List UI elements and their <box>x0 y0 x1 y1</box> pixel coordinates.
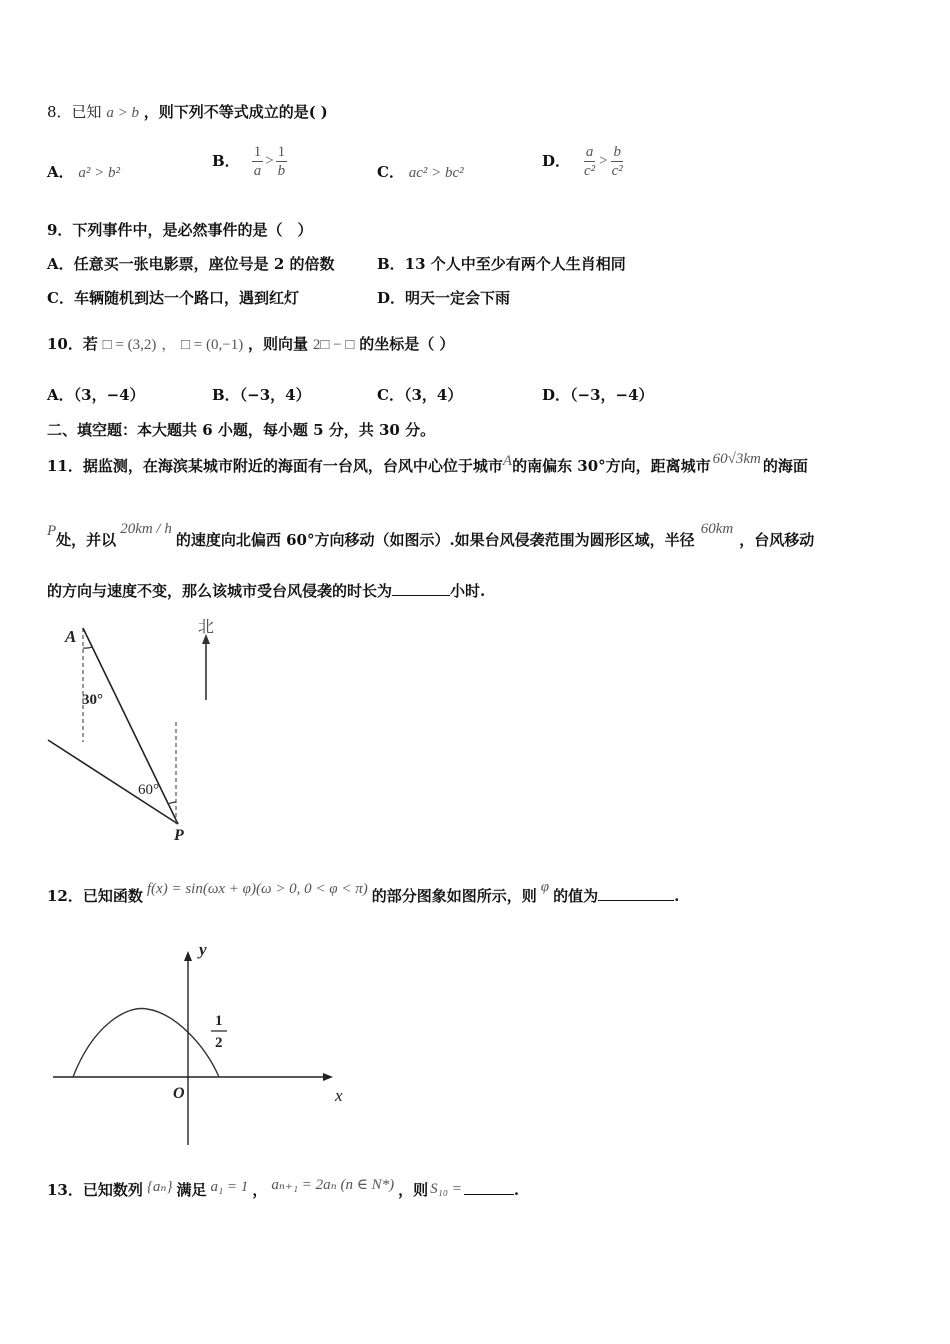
q13-initial-term: a₁ = 1 <box>210 1179 249 1195</box>
q12-label-half-den: 2 <box>215 1035 223 1051</box>
q8-option-b-label: B． <box>212 152 240 170</box>
q12-stem <box>47 879 680 907</box>
q13-text: ， <box>252 1181 268 1199</box>
q10-stem-question: 的坐标是（ ） <box>359 335 455 353</box>
q8-option-c <box>377 162 464 183</box>
q11-line2 <box>47 521 815 551</box>
q11-label-north: 北 <box>198 619 215 636</box>
q12-x-arrowhead <box>323 1073 333 1081</box>
q11-label-a: A <box>65 627 77 646</box>
q13-text: . <box>513 1181 520 1199</box>
q8-option-d-label: D． <box>542 152 571 170</box>
frac-denominator: c² <box>584 162 596 179</box>
q8-stem-question: ，则下列不等式成立的是( <box>143 103 316 121</box>
q13-sequence: {aₙ} <box>146 1179 173 1195</box>
q12-phi: φ <box>540 879 550 895</box>
frac-denominator: b <box>277 162 286 179</box>
q12-text: 的值为 <box>553 887 599 905</box>
q11-line3 <box>47 581 485 601</box>
q11-text: 的速度向北偏西 60°方向移动（如图示）.如果台风侵袭范围为圆形区域，半径 <box>175 531 695 549</box>
q12-figure <box>45 935 355 1150</box>
q12-answer-blank[interactable] <box>598 886 674 901</box>
q12-text: 的部分图象如图所示，则 <box>371 887 537 905</box>
q10-stem-text: 10．若 <box>47 335 98 353</box>
q8-condition: a > b <box>106 105 139 121</box>
frac-numerator: 1 <box>253 143 262 160</box>
frac-numerator: a <box>585 143 594 160</box>
q10-option-c: C．（3，4） <box>377 386 463 404</box>
frac-numerator: 1 <box>277 143 286 160</box>
q8-option-d-frac2 <box>610 143 625 180</box>
q10-stem-vector: ，则向量 <box>248 335 309 353</box>
q11-text: 小时. <box>450 582 486 600</box>
frac-numerator: b <box>613 143 621 160</box>
q10-option-a: A．（3，−4） <box>47 386 145 404</box>
q12-sine-curve <box>73 1009 219 1077</box>
q12-label-origin: O <box>173 1085 185 1102</box>
q12-text: . <box>674 887 680 905</box>
q8-option-c-label: C． <box>377 163 404 181</box>
q11-distance: 60√3km <box>712 451 761 467</box>
q11-label-60: 60° <box>138 782 159 798</box>
q11-text: ，台风移动 <box>739 531 815 549</box>
q11-text: 的方向与速度不变，那么该城市受台风侵袭的时长为 <box>47 582 393 600</box>
q12-label-y: y <box>199 940 207 959</box>
q11-line-ap <box>83 628 178 824</box>
q13-recurrence: aₙ₊₁ = 2aₙ (n ∈ N*) <box>271 1177 395 1193</box>
q11-label-p: P <box>174 827 184 844</box>
q11-point: P <box>47 523 57 539</box>
q9-option-d: D．明天一定会下雨 <box>377 289 511 307</box>
q12-text: 12．已知函数 <box>47 887 143 905</box>
q13-text: 13．已知数列 <box>47 1181 143 1199</box>
q11-answer-blank[interactable] <box>392 581 450 596</box>
q13-answer-blank[interactable] <box>464 1180 514 1195</box>
q11-angle-arc-30 <box>83 647 92 648</box>
q10-vector-a: □ = (3,2) <box>102 337 157 353</box>
q11-line1 <box>47 451 808 477</box>
q8-option-b-gt: > <box>265 153 274 169</box>
q8-stem-text: 8．已知 <box>47 103 102 121</box>
q10-option-b: B．（−3，4） <box>212 386 311 404</box>
q10-stem <box>47 334 454 355</box>
q9-stem: 9．下列事件中，是必然事件的是（ ） <box>47 221 313 239</box>
q8-option-b-frac1 <box>252 143 264 180</box>
q8-option-b-frac2 <box>276 143 288 180</box>
q11-figure <box>40 612 240 847</box>
q11-text: 处，并以 <box>56 531 117 549</box>
q8-stem <box>47 102 328 123</box>
q13-stem <box>47 1177 520 1201</box>
q13-sum: S₁₀ = <box>430 1181 462 1197</box>
q8-option-a-math: a² > b² <box>78 165 121 181</box>
q8-option-b <box>212 138 289 184</box>
q12-label-x: x <box>335 1086 343 1105</box>
q9-option-b: B．13 个人中至少有两个人生肖相同 <box>377 255 626 273</box>
frac-denominator: c² <box>611 162 623 179</box>
q11-label-30: 30° <box>82 692 103 708</box>
q11-city: A <box>502 453 513 469</box>
q8-option-c-math: ac² > bc² <box>408 165 464 181</box>
q10-separator: ， <box>161 337 177 353</box>
q10-option-d: D．（−3，−4） <box>542 386 654 404</box>
q11-text: 的海面 <box>762 457 808 475</box>
q11-speed: 20km / h <box>120 521 172 537</box>
q11-radius: 60km <box>700 521 734 537</box>
q8-option-d <box>542 138 627 184</box>
q12-function: f(x) = sin(ωx + φ)(ω > 0, 0 < φ < π) <box>146 881 368 897</box>
q13-text: 满足 <box>176 1181 207 1199</box>
q11-text: 11．据监测，在海滨某城市附近的海面有一台风，台风中心位于城市 <box>47 457 503 475</box>
q8-option-a <box>47 162 120 183</box>
q10-vector-b: □ = (0,−1) <box>181 337 244 353</box>
q9-option-c: C．车辆随机到达一个路口，遇到红灯 <box>47 289 299 307</box>
q10-expression: 2□ − □ <box>312 337 355 353</box>
q9-option-a: A．任意买一张电影票，座位号是 2 的倍数 <box>47 255 335 273</box>
q12-label-half-num: 1 <box>215 1013 223 1029</box>
q8-option-d-gt: > <box>599 153 608 169</box>
q8-option-d-frac1 <box>582 143 597 180</box>
q8-stem-close: ) <box>320 103 328 121</box>
q8-option-a-label: A． <box>47 163 74 181</box>
section-heading: 二、填空题：本大题共 6 小题，每小题 5 分，共 30 分。 <box>47 421 436 439</box>
q12-y-arrowhead <box>184 951 192 961</box>
frac-denominator: a <box>253 162 262 179</box>
q13-text: ，则 <box>398 1181 429 1199</box>
q11-text: 的南偏东 30°方向，距离城市 <box>512 457 711 475</box>
q11-angle-arc-60 <box>168 802 176 804</box>
